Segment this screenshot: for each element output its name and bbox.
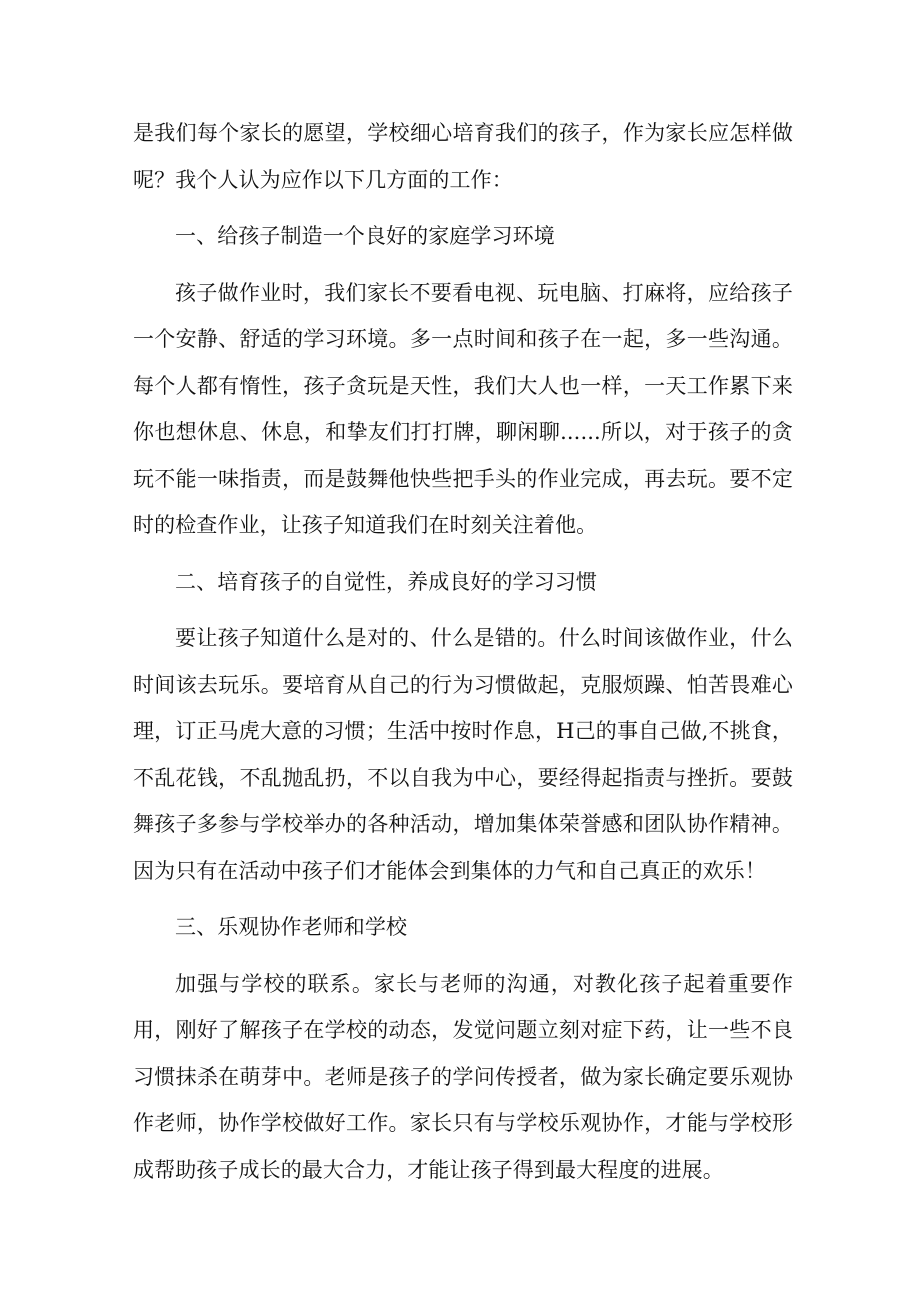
document-body xyxy=(133,110,793,1193)
paragraph-section-1: 孩子做作业时，我们家长不要看电视、玩电脑、打麻将，应给孩子一个安静、舒适的学习环境。多一点时间和孩子在一起，多一些沟通。每个人都有惰性，孩子贪玩是天性，我们大人也一样，一天工作累下来你也想休息、休息，和挚友们打打牌，聊闲聊......所以，对于孩子的贪玩不能一味指责，而是鼓舞他快些把手头的作业完成，再去玩。要不定时的检查作业，让孩子知道我们在时刻关注着他。 xyxy=(133,280,793,537)
paragraph-intro-continuation: 是我们每个家长的愿望，学校细心培育我们的孩子，作为家长应怎样做呢？我个人认为应作以下几方面的工作： xyxy=(133,121,793,192)
paragraph-section-3: 加强与学校的联系。家长与老师的沟通，对教化孩子起着重要作用，刚好了解孩子在学校的动态，发觉问题立刻对症下药，让一些不良习惯抹杀在萌芽中。老师是孩子的学问传授者，做为家长确定要乐观协作老师，协作学校做好工作。家长只有与学校乐观协作，才能与学校形成帮助孩子成长的最大合力，才能让孩子得到最大程度的进展。 xyxy=(133,971,793,1182)
section-heading-2: 二、培育孩子的自觉性，养成良好的学习习惯 xyxy=(175,569,597,594)
paragraph-section-2: 要让孩子知道什么是对的、什么是错的。什么时间该做作业，什么时间该去玩乐。要培育从自己的行为习惯做起，克服烦躁、怕苦畏难心理，订正马虎大意的习惯；生活中按时作息，H己的事自己做,不挑食，不乱花钱，不乱抛乱扔，不以自我为中心，要经得起指责与挫折。要鼓舞孩子多参与学校举办的各种活动，增加集体荣誉感和团队协作精神。因为只有在活动中孩子们才能体会到集体的力气和自己真正的欢乐！ xyxy=(133,626,793,883)
section-heading-1: 一、给孩子制造一个良好的家庭学习环境 xyxy=(175,224,555,248)
section-heading-3: 三、乐观协作老师和学校 xyxy=(175,915,408,939)
